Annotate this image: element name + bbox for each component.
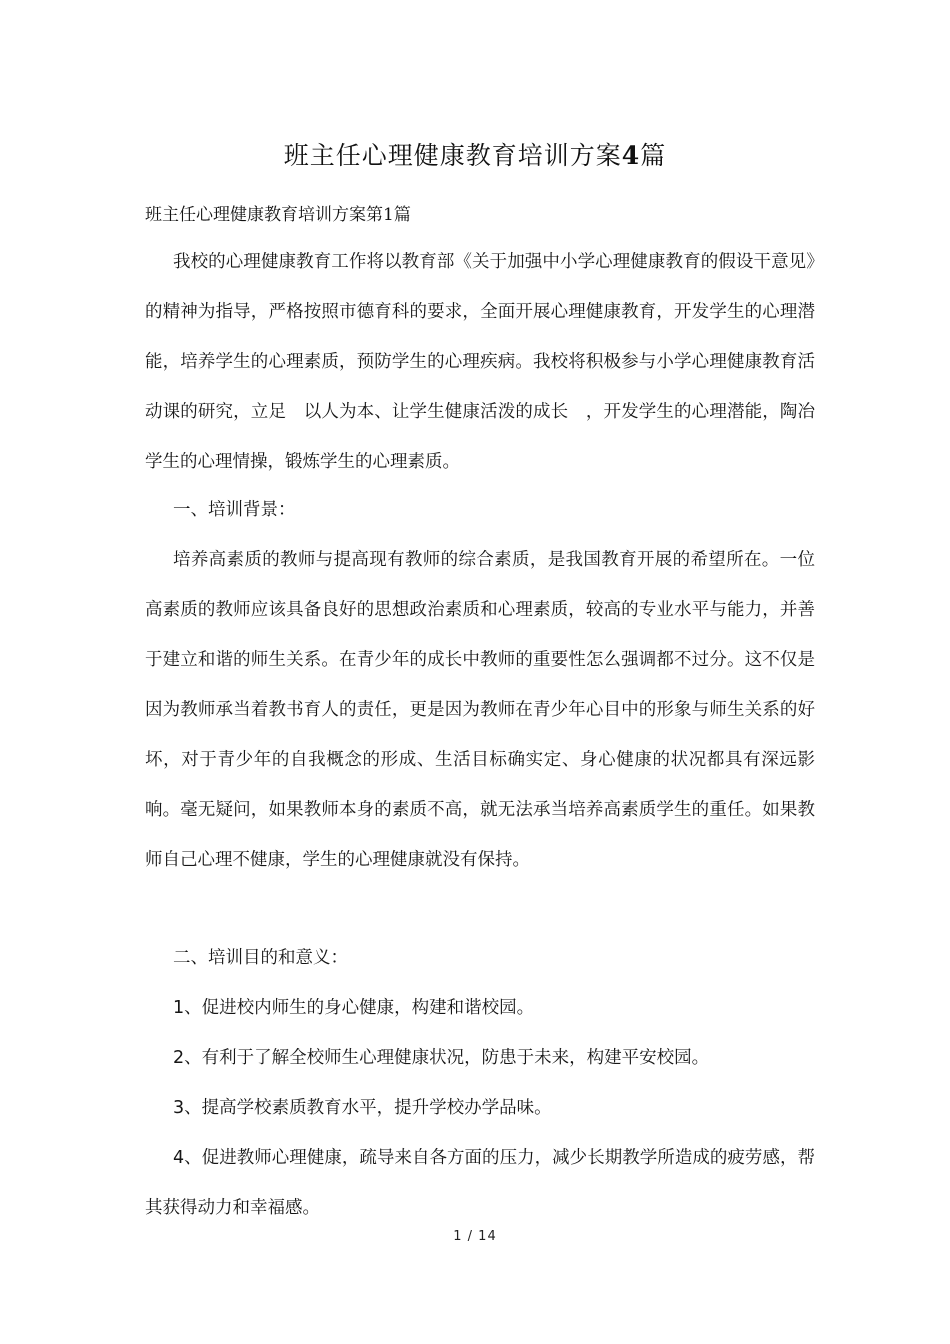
intro-paragraph: 我校的心理健康教育工作将以教育部《关于加强中小学心理健康教育的假设干意见》的精神为指导，严格按照市德育科的要求，全面开展心理健康教育，开发学生的心理潜能，培养学生的心理素质，预防学生的心理疾病。我校将积极参与小学心理健康教育活动课的研究，立足 以人为本、让学生健康活泼的成长 ，开发学生的心理潜能，陶冶学生的心理情操，锻炼学生的心理素质。 <box>145 252 815 472</box>
section-subtitle: 班主任心理健康教育培训方案第1篇 <box>145 205 411 225</box>
purpose-item-1: 1、促进校内师生的身心健康，构建和谐校园。 <box>173 998 535 1018</box>
purpose-item-4: 4、促进教师心理健康，疏导来自各方面的压力，减少长期教学所造成的疲劳感，帮其获得动力和幸福感。 <box>145 1148 815 1218</box>
section-heading-purpose: 二、培训目的和意义： <box>173 948 348 968</box>
page-number-indicator: 1 / 14 <box>453 1229 497 1244</box>
purpose-item-3: 3、提高学校素质教育水平，提升学校办学品味。 <box>173 1098 552 1118</box>
purpose-item-2: 2、有利于了解全校师生心理健康状况，防患于未来，构建平安校园。 <box>173 1048 710 1068</box>
title-main: 班主任心理健康教育培训方案 <box>283 141 622 170</box>
document-title <box>0 136 950 172</box>
background-paragraph: 培养高素质的教师与提高现有教师的综合素质，是我国教育开展的希望所在。一位高素质的教师应该具备良好的思想政治素质和心理素质，较高的专业水平与能力，并善于建立和谐的师生关系。在青少年的成长中教师的重要性怎么强调都不过分。这不仅是因为教师承当着教书育人的责任，更是因为教师在青少年心目中的形象与师生关系的好坏，对于青少年的自我概念的形成、生活目标确实定、身心健康的状况都具有深远影响。毫无疑问，如果教师本身的素质不高，就无法承当培养高素质学生的重任。如果教师自己心理不健康，学生的心理健康就没有保持。 <box>145 550 815 870</box>
title-number: 4 <box>621 141 641 170</box>
title-suffix: 篇 <box>640 141 667 170</box>
section-heading-background: 一、培训背景： <box>173 500 296 520</box>
